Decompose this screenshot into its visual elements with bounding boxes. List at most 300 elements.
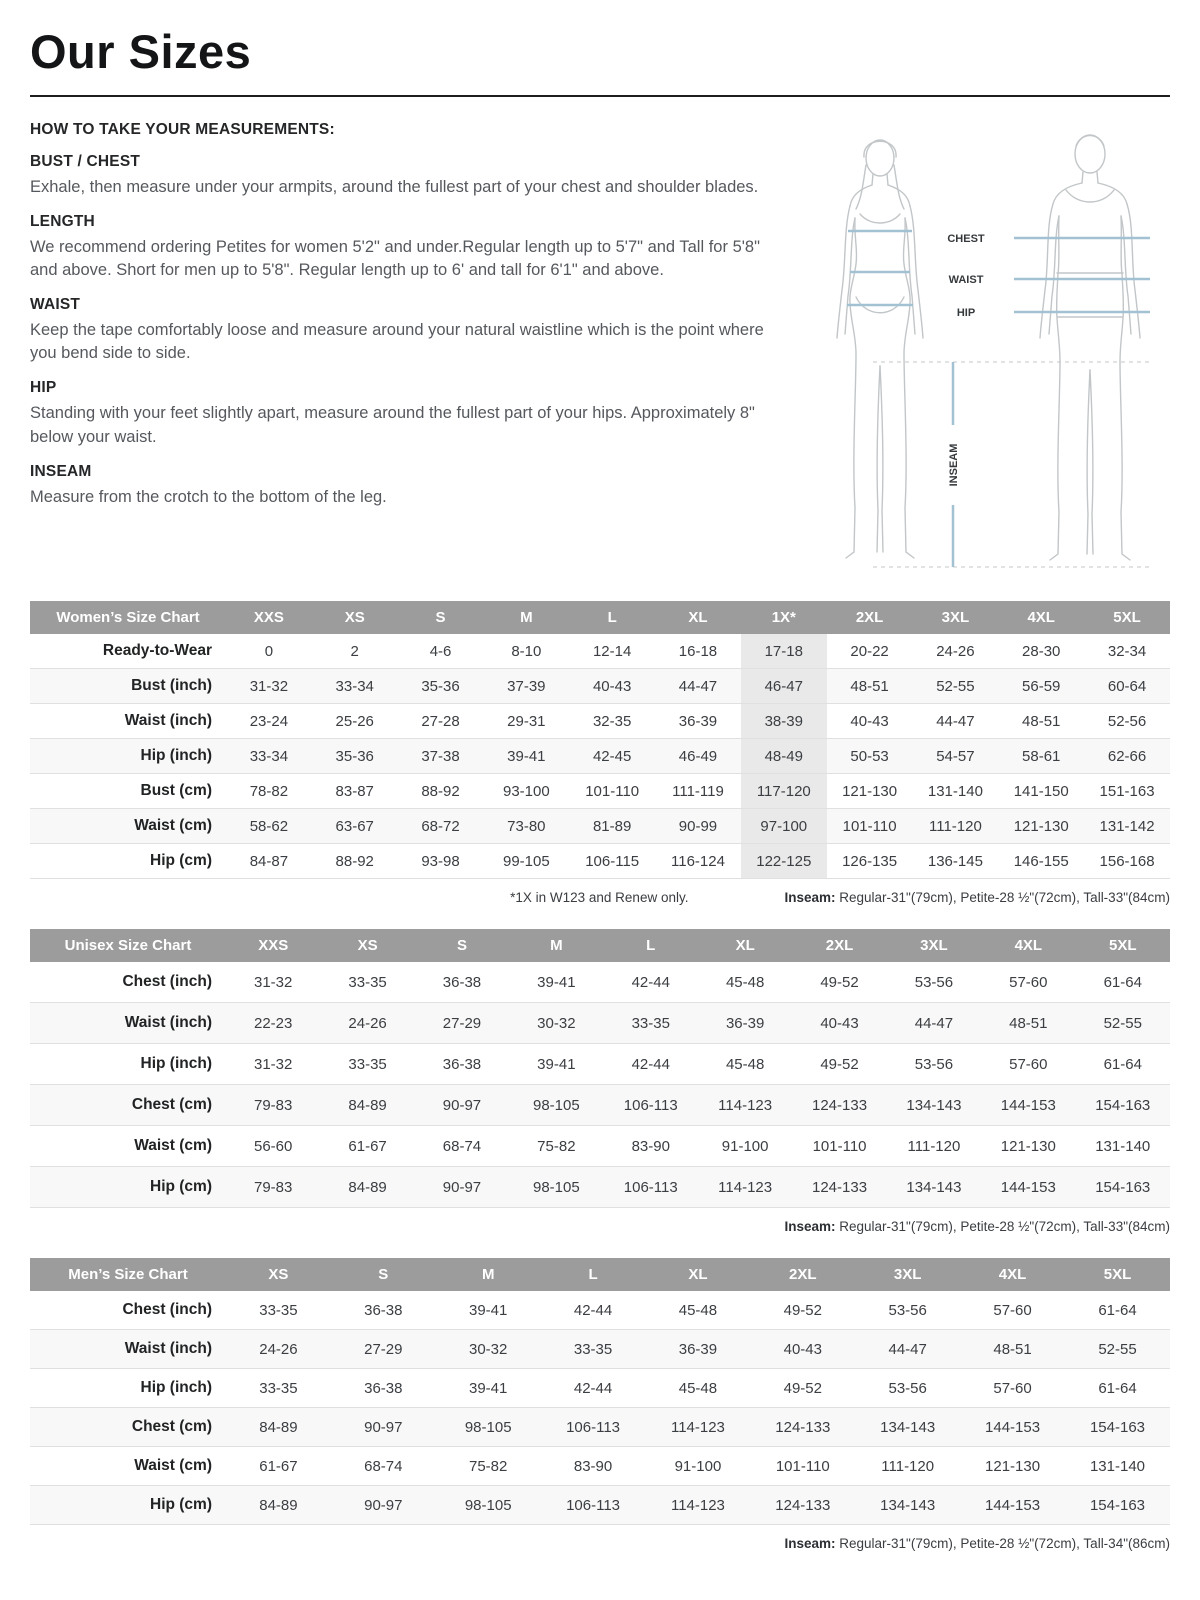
size-cell: 24-26 xyxy=(936,642,975,660)
size-cell: 84-89 xyxy=(259,1418,298,1436)
column-header: 1X* xyxy=(741,601,827,634)
size-cell: 106-113 xyxy=(566,1496,621,1514)
size-cell: 57-60 xyxy=(993,1301,1032,1319)
table-row xyxy=(30,1447,1170,1486)
inseam-note-text: Regular-31"(79cm), Petite-28 ½"(72cm), Tall-33"(84cm) xyxy=(835,890,1170,905)
size-cell: 57-60 xyxy=(1009,1055,1048,1073)
row-label: Chest (inch) xyxy=(122,973,212,990)
size-cell: 131-142 xyxy=(1099,817,1155,835)
size-cell: 63-67 xyxy=(335,817,374,835)
size-cell: 91-100 xyxy=(721,1137,769,1155)
inseam-note xyxy=(784,1536,1170,1551)
size-cell: 36-39 xyxy=(678,712,718,730)
size-cell: 48-51 xyxy=(850,677,889,695)
size-cell: 49-52 xyxy=(820,973,859,991)
size-cell: 16-18 xyxy=(678,642,718,660)
size-cell: 106-115 xyxy=(585,852,640,870)
size-cell: 73-80 xyxy=(507,817,546,835)
womens-table-notes xyxy=(30,890,1170,905)
size-cell: 36-38 xyxy=(442,1055,482,1073)
unisex-table-notes xyxy=(30,1219,1170,1234)
size-cell: 106-113 xyxy=(566,1418,621,1436)
column-header: L xyxy=(569,601,655,634)
footnote-1x: *1X in W123 and Renew only. xyxy=(510,890,689,905)
table-header-row xyxy=(30,929,1170,962)
size-cell: 39-41 xyxy=(469,1301,508,1319)
size-cell: 44-47 xyxy=(678,677,718,695)
size-cell: 79-83 xyxy=(254,1178,293,1196)
size-cell: 101-110 xyxy=(775,1457,830,1475)
column-header: XL xyxy=(655,601,741,634)
size-cell: 88-92 xyxy=(421,782,460,800)
column-header: 5XL xyxy=(1084,601,1170,634)
size-cell: 144-153 xyxy=(1000,1178,1056,1196)
title-divider xyxy=(30,95,1170,97)
size-cell: 90-99 xyxy=(678,817,718,835)
size-cell: 33-35 xyxy=(259,1301,298,1319)
size-cell: 99-105 xyxy=(502,852,550,870)
column-header: M xyxy=(436,1258,541,1291)
size-cell: 90-97 xyxy=(364,1496,403,1514)
size-cell: 30-32 xyxy=(537,1014,576,1032)
size-cell: 144-153 xyxy=(1000,1096,1056,1114)
column-header: XXS xyxy=(226,601,312,634)
size-cell: 32-35 xyxy=(592,712,632,730)
size-cell: 17-18 xyxy=(741,634,827,669)
size-cell: 101-110 xyxy=(812,1137,867,1155)
column-header: M xyxy=(483,601,569,634)
table-row xyxy=(30,1126,1170,1167)
size-cell: 42-44 xyxy=(631,1055,670,1073)
measurement-diagram xyxy=(798,121,1170,587)
size-cell: 36-39 xyxy=(678,1340,718,1358)
table-row xyxy=(30,1408,1170,1447)
size-cell: 33-34 xyxy=(335,677,374,695)
column-header: L xyxy=(541,1258,646,1291)
size-cell: 154-163 xyxy=(1095,1096,1151,1114)
size-cell: 44-47 xyxy=(888,1340,927,1358)
measurement-lines xyxy=(847,231,1150,567)
inseam-note-label: Inseam: xyxy=(784,1219,836,1234)
size-cell: 114-123 xyxy=(718,1178,773,1196)
size-cell: 93-100 xyxy=(502,782,550,800)
size-cell: 4-6 xyxy=(429,642,452,660)
size-cell: 126-135 xyxy=(842,852,898,870)
size-cell: 75-82 xyxy=(469,1457,508,1475)
size-cell: 121-130 xyxy=(1000,1137,1056,1155)
size-cell: 68-72 xyxy=(421,817,460,835)
size-cell: 61-64 xyxy=(1103,1055,1142,1073)
size-cell: 131-140 xyxy=(1089,1457,1146,1475)
table-header-row xyxy=(30,1258,1170,1291)
size-cell: 37-39 xyxy=(507,677,546,695)
size-cell: 49-52 xyxy=(783,1379,822,1397)
size-cell: 68-74 xyxy=(442,1137,482,1155)
size-cell: 124-133 xyxy=(812,1096,868,1114)
size-cell: 31-32 xyxy=(249,677,289,695)
size-cell: 44-47 xyxy=(936,712,975,730)
size-cell: 124-133 xyxy=(775,1496,831,1514)
size-cell: 39-41 xyxy=(537,973,576,991)
size-cell: 141-150 xyxy=(1013,782,1069,800)
size-cell: 136-145 xyxy=(927,852,983,870)
size-cell: 42-44 xyxy=(631,973,670,991)
size-cell: 117-120 xyxy=(741,774,827,809)
size-cell: 146-155 xyxy=(1013,852,1069,870)
size-cell: 52-55 xyxy=(1098,1340,1137,1358)
size-cell: 61-64 xyxy=(1103,973,1142,991)
size-cell: 8-10 xyxy=(511,642,542,660)
hip-label: HIP xyxy=(956,307,976,319)
size-cell: 98-105 xyxy=(464,1496,512,1514)
size-cell: 40-43 xyxy=(783,1340,822,1358)
table-row xyxy=(30,1167,1170,1208)
size-cell: 106-113 xyxy=(623,1096,678,1114)
size-cell: 58-61 xyxy=(1022,747,1061,765)
inseam-note-text: Regular-31"(79cm), Petite-28 ½"(72cm), Tall-34"(86cm) xyxy=(835,1536,1170,1551)
column-header: 5XL xyxy=(1076,929,1170,962)
size-cell: 48-49 xyxy=(741,739,827,774)
row-label: Chest (cm) xyxy=(131,1096,212,1113)
size-cell: 121-130 xyxy=(1013,817,1069,835)
size-cell: 68-74 xyxy=(364,1457,403,1475)
row-label: Waist (cm) xyxy=(134,1457,212,1474)
size-cell: 45-48 xyxy=(725,1055,765,1073)
size-cell: 45-48 xyxy=(678,1301,718,1319)
size-cell: 29-31 xyxy=(507,712,546,730)
column-header: 3XL xyxy=(887,929,981,962)
size-cell: 60-64 xyxy=(1107,677,1147,695)
size-cell: 124-133 xyxy=(775,1418,831,1436)
column-header: 2XL xyxy=(750,1258,855,1291)
size-cell: 24-26 xyxy=(348,1014,387,1032)
size-cell: 84-87 xyxy=(249,852,289,870)
size-cell: 27-29 xyxy=(442,1014,482,1032)
chest-label: CHEST xyxy=(947,233,985,245)
table-title: Men’s Size Chart xyxy=(30,1258,226,1291)
size-cell: 144-153 xyxy=(985,1418,1041,1436)
table-row xyxy=(30,704,1170,739)
size-cell: 62-66 xyxy=(1107,747,1147,765)
table-row xyxy=(30,774,1170,809)
size-cell: 39-41 xyxy=(537,1055,576,1073)
column-header: 4XL xyxy=(981,929,1075,962)
row-label: Bust (inch) xyxy=(131,677,212,694)
column-header: 4XL xyxy=(998,601,1084,634)
size-cell: 40-43 xyxy=(850,712,889,730)
size-cell: 36-38 xyxy=(364,1301,403,1319)
row-label: Hip (inch) xyxy=(140,1379,212,1396)
table-row xyxy=(30,1369,1170,1408)
column-header: 2XL xyxy=(792,929,886,962)
column-header: 5XL xyxy=(1065,1258,1170,1291)
size-cell: 52-55 xyxy=(1103,1014,1142,1032)
mens-size-table xyxy=(30,1258,1170,1525)
table-title: Women’s Size Chart xyxy=(30,601,226,634)
size-cell: 42-45 xyxy=(592,747,632,765)
size-cell: 61-64 xyxy=(1098,1379,1137,1397)
size-cell: 88-92 xyxy=(335,852,374,870)
size-cell: 84-89 xyxy=(259,1496,298,1514)
size-cell: 36-38 xyxy=(364,1379,403,1397)
inseam-note-label: Inseam: xyxy=(784,890,836,905)
size-cell: 101-110 xyxy=(842,817,897,835)
size-cell: 122-125 xyxy=(741,844,827,879)
size-cell: 2 xyxy=(350,642,359,660)
row-label: Waist (cm) xyxy=(134,817,212,834)
size-cell: 20-22 xyxy=(850,642,889,660)
table-row xyxy=(30,1085,1170,1126)
section-body: Keep the tape comfortably loose and measure around your natural waistline which is the point where you bend side to side. xyxy=(30,321,764,363)
section-title: BUST / CHEST xyxy=(30,153,141,170)
size-cell: 83-87 xyxy=(335,782,374,800)
section-title: WAIST xyxy=(30,296,81,314)
size-cell: 131-140 xyxy=(927,782,983,800)
size-cell: 37-38 xyxy=(421,747,460,765)
inseam-note xyxy=(784,890,1170,905)
section-title: HIP xyxy=(30,379,57,397)
section-waist xyxy=(30,296,778,365)
inseam-note-label: Inseam: xyxy=(784,1536,836,1551)
size-cell: 36-38 xyxy=(442,973,482,991)
size-cell: 97-100 xyxy=(741,809,827,844)
table-row xyxy=(30,962,1170,1003)
column-header: 2XL xyxy=(827,601,913,634)
size-cell: 33-35 xyxy=(573,1340,613,1358)
size-cell: 134-143 xyxy=(906,1178,962,1196)
size-cell: 35-36 xyxy=(421,677,460,695)
column-header: XS xyxy=(226,1258,331,1291)
table-row xyxy=(30,1003,1170,1044)
section-body: Measure from the crotch to the bottom of the leg. xyxy=(30,487,387,506)
how-to-heading: HOW TO TAKE YOUR MEASUREMENTS: xyxy=(30,121,335,138)
column-header: XS xyxy=(312,601,398,634)
inseam-note-text: Regular-31"(79cm), Petite-28 ½"(72cm), Tall-33"(84cm) xyxy=(835,1219,1170,1234)
row-label: Waist (cm) xyxy=(134,1137,212,1154)
size-cell: 39-41 xyxy=(507,747,546,765)
size-cell: 61-67 xyxy=(259,1457,298,1475)
size-cell: 33-34 xyxy=(249,747,289,765)
size-cell: 38-39 xyxy=(741,704,827,739)
column-header: 3XL xyxy=(913,601,999,634)
size-cell: 90-97 xyxy=(364,1418,403,1436)
size-cell: 83-90 xyxy=(631,1137,670,1155)
table-title: Unisex Size Chart xyxy=(30,929,226,962)
size-cell: 114-123 xyxy=(670,1496,725,1514)
inseam-label: INSEAM xyxy=(948,443,960,487)
size-cell: 40-43 xyxy=(592,677,632,695)
section-inseam xyxy=(30,463,778,509)
size-cell: 98-105 xyxy=(464,1418,512,1436)
table-row xyxy=(30,1044,1170,1085)
section-body: We recommend ordering Petites for women 5'2" and under.Regular length up to 5'7" and Tall for 5'8" and above. Short for men up to 5'8". Regular length up to 6' and tall for 6'1" and above. xyxy=(30,238,760,280)
column-header: 3XL xyxy=(855,1258,960,1291)
size-cell: 114-123 xyxy=(718,1096,773,1114)
size-cell: 31-32 xyxy=(254,973,293,991)
size-cell: 84-89 xyxy=(348,1096,387,1114)
column-header: XXS xyxy=(226,929,320,962)
size-cell: 50-53 xyxy=(850,747,889,765)
row-label: Hip (inch) xyxy=(140,747,212,764)
size-cell: 91-100 xyxy=(674,1457,722,1475)
size-cell: 53-56 xyxy=(914,1055,954,1073)
size-cell: 124-133 xyxy=(812,1178,868,1196)
size-cell: 101-110 xyxy=(585,782,640,800)
row-label: Bust (cm) xyxy=(140,782,212,799)
size-cell: 45-48 xyxy=(725,973,765,991)
size-cell: 40-43 xyxy=(820,1014,859,1032)
dashed-guide-lines xyxy=(873,362,1152,567)
size-cell: 46-49 xyxy=(678,747,718,765)
row-label: Chest (inch) xyxy=(122,1301,212,1318)
size-cell: 42-44 xyxy=(573,1379,613,1397)
size-cell: 111-120 xyxy=(928,817,982,835)
size-cell: 56-59 xyxy=(1022,677,1061,695)
size-cell: 151-163 xyxy=(1099,782,1155,800)
size-cell: 49-52 xyxy=(783,1301,822,1319)
table-row xyxy=(30,809,1170,844)
section-title: INSEAM xyxy=(30,462,92,480)
size-cell: 25-26 xyxy=(335,712,374,730)
column-header: XS xyxy=(320,929,414,962)
measurement-guide xyxy=(30,121,1170,587)
size-cell: 90-97 xyxy=(442,1096,482,1114)
size-cell: 154-163 xyxy=(1089,1496,1146,1514)
size-cell: 111-120 xyxy=(881,1457,935,1475)
size-cell: 33-35 xyxy=(259,1379,298,1397)
body-figures-illustration xyxy=(798,121,1170,587)
size-cell: 42-44 xyxy=(573,1301,613,1319)
section-body: Exhale, then measure under your armpits, around the fullest part of your chest and shoulder blades. xyxy=(30,178,759,196)
size-cell: 144-153 xyxy=(985,1496,1041,1514)
size-cell: 121-130 xyxy=(985,1457,1041,1475)
size-cell: 32-34 xyxy=(1107,642,1147,660)
column-header: S xyxy=(415,929,509,962)
section-length xyxy=(30,213,778,282)
inseam-note xyxy=(784,1219,1170,1234)
section-title: LENGTH xyxy=(30,213,95,231)
column-header: XL xyxy=(646,1258,751,1291)
size-cell: 111-119 xyxy=(672,782,724,800)
row-label: Hip (cm) xyxy=(150,1178,212,1195)
size-cell: 81-89 xyxy=(592,817,632,835)
size-cell: 98-105 xyxy=(533,1178,580,1196)
womens-size-table xyxy=(30,601,1170,879)
table-header-row xyxy=(30,601,1170,634)
size-cell: 114-123 xyxy=(670,1418,725,1436)
row-label: Hip (inch) xyxy=(140,1055,212,1072)
column-header: XL xyxy=(698,929,792,962)
measurement-instructions xyxy=(30,121,778,587)
size-cell: 61-64 xyxy=(1098,1301,1137,1319)
size-cell: 12-14 xyxy=(592,642,632,660)
size-cell: 49-52 xyxy=(820,1055,859,1073)
size-cell: 36-39 xyxy=(725,1014,765,1032)
column-header: S xyxy=(331,1258,436,1291)
waist-label: WAIST xyxy=(948,274,984,286)
male-figure-icon xyxy=(1040,135,1140,560)
size-cell: 131-140 xyxy=(1095,1137,1151,1155)
row-label: Waist (inch) xyxy=(124,712,212,729)
size-cell: 24-26 xyxy=(259,1340,298,1358)
size-cell: 53-56 xyxy=(888,1301,927,1319)
size-cell: 39-41 xyxy=(469,1379,508,1397)
column-header: 4XL xyxy=(960,1258,1065,1291)
table-row xyxy=(30,669,1170,704)
size-cell: 98-105 xyxy=(533,1096,580,1114)
size-cell: 48-51 xyxy=(993,1340,1032,1358)
size-cell: 111-120 xyxy=(907,1137,961,1155)
column-header: L xyxy=(604,929,698,962)
row-label: Waist (inch) xyxy=(124,1340,212,1357)
size-cell: 90-97 xyxy=(442,1178,482,1196)
size-cell: 57-60 xyxy=(1009,973,1048,991)
size-cell: 33-35 xyxy=(631,1014,670,1032)
row-label: Waist (inch) xyxy=(124,1014,212,1031)
table-row xyxy=(30,1291,1170,1330)
size-cell: 154-163 xyxy=(1095,1178,1151,1196)
size-cell: 31-32 xyxy=(254,1055,293,1073)
size-cell: 46-47 xyxy=(741,669,827,704)
column-header: M xyxy=(509,929,603,962)
size-cell: 134-143 xyxy=(880,1418,936,1436)
size-cell: 57-60 xyxy=(993,1379,1032,1397)
size-cell: 56-60 xyxy=(254,1137,293,1155)
size-cell: 78-82 xyxy=(249,782,289,800)
size-cell: 48-51 xyxy=(1022,712,1061,730)
size-cell: 27-29 xyxy=(364,1340,403,1358)
size-cell: 154-163 xyxy=(1089,1418,1146,1436)
column-header: S xyxy=(398,601,484,634)
row-label: Chest (cm) xyxy=(131,1418,212,1435)
size-cell: 106-113 xyxy=(623,1178,678,1196)
size-cell: 33-35 xyxy=(348,973,387,991)
size-cell: 44-47 xyxy=(914,1014,954,1032)
size-cell: 84-89 xyxy=(348,1178,387,1196)
size-cell: 30-32 xyxy=(469,1340,508,1358)
row-label: Hip (cm) xyxy=(150,852,212,869)
section-bust-chest xyxy=(30,153,778,199)
size-cell: 116-124 xyxy=(671,852,725,870)
mens-table-notes xyxy=(30,1536,1170,1551)
row-label: Ready-to-Wear xyxy=(102,642,212,659)
table-row xyxy=(30,634,1170,669)
table-row xyxy=(30,844,1170,879)
size-cell: 79-83 xyxy=(254,1096,293,1114)
row-label: Hip (cm) xyxy=(150,1496,212,1513)
unisex-size-table xyxy=(30,929,1170,1208)
size-cell: 58-62 xyxy=(249,817,289,835)
size-cell: 53-56 xyxy=(888,1379,927,1397)
size-cell: 35-36 xyxy=(335,747,374,765)
size-cell: 23-24 xyxy=(249,712,289,730)
size-cell: 134-143 xyxy=(880,1496,936,1514)
size-cell: 33-35 xyxy=(348,1055,387,1073)
size-cell: 28-30 xyxy=(1022,642,1061,660)
table-row xyxy=(30,739,1170,774)
table-row xyxy=(30,1486,1170,1525)
size-cell: 61-67 xyxy=(348,1137,387,1155)
section-hip xyxy=(30,379,778,448)
size-cell: 52-56 xyxy=(1107,712,1147,730)
size-cell: 45-48 xyxy=(678,1379,718,1397)
size-cell: 0 xyxy=(264,642,274,660)
size-cell: 121-130 xyxy=(842,782,898,800)
size-cell: 156-168 xyxy=(1099,852,1155,870)
section-body: Standing with your feet slightly apart, measure around the fullest part of your hips. Approximately 8" below your waist. xyxy=(30,404,755,446)
table-row xyxy=(30,1330,1170,1369)
size-cell: 134-143 xyxy=(906,1096,962,1114)
